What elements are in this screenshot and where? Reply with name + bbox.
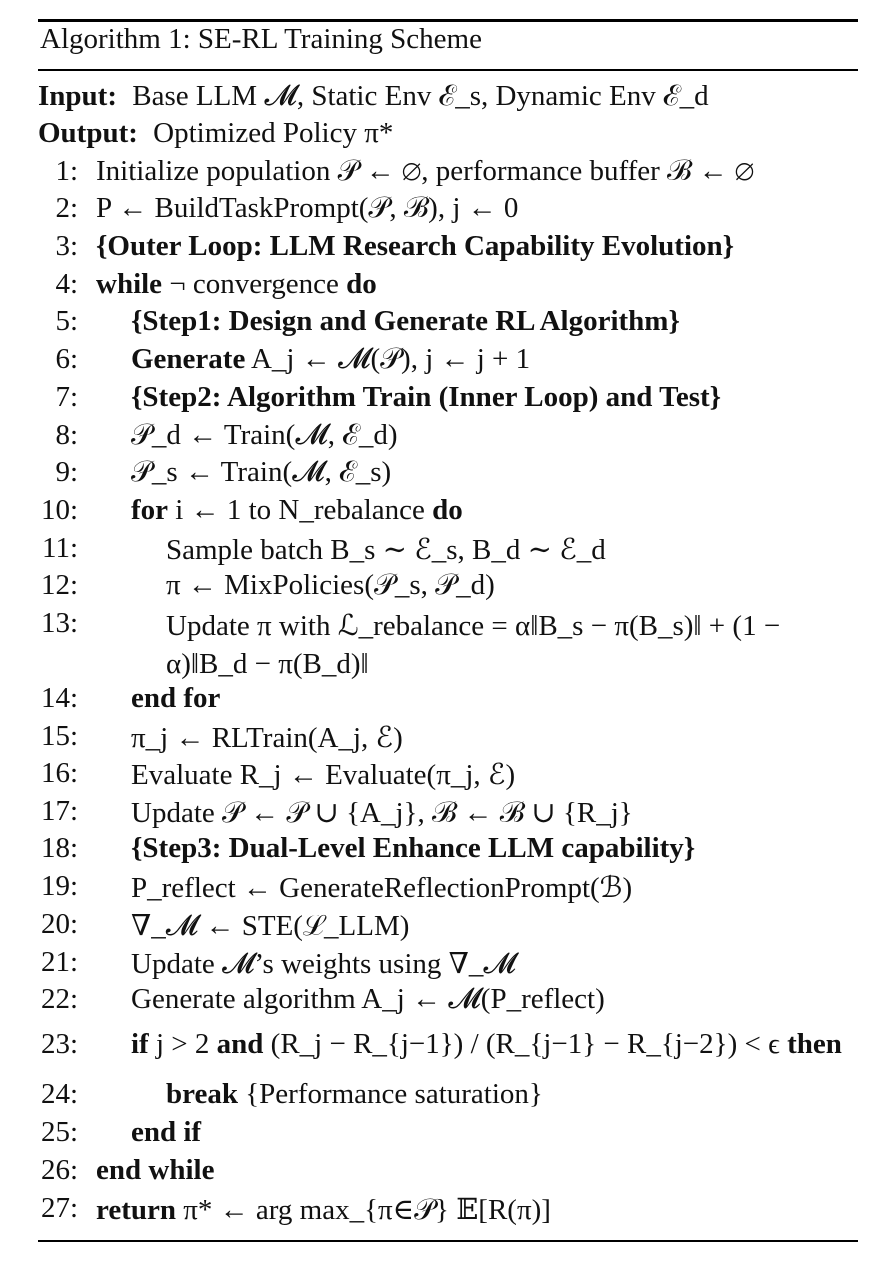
algorithm-title: Algorithm 1: SE-RL Training Scheme <box>40 23 482 55</box>
algo-line: 21: Update 𝓜’s weights using ∇_𝓜 <box>40 946 516 980</box>
top-rule <box>38 19 858 22</box>
algo-line: 8: 𝒫_d ← Train(𝓜, ℰ_d) <box>55 419 398 451</box>
algo-line: 15: π_j ← RLTrain(A_j, ℰ) <box>40 720 403 754</box>
algo-line: 3: {Outer Loop: LLM Research Capability Evolution} <box>55 230 735 262</box>
output-row <box>38 117 393 150</box>
line-text: P_reflect ← GenerateReflectionPrompt(ℬ) <box>131 872 633 904</box>
line-text: P ← BuildTaskPrompt(𝒫, ℬ), j ← 0 <box>96 192 519 224</box>
line-text: end for <box>131 682 221 714</box>
line-text: π_j ← RLTrain(A_j, ℰ) <box>131 722 403 754</box>
algo-line: 22: Generate algorithm A_j ← 𝓜(P_reflect) <box>40 983 605 1015</box>
algo-line: 19: P_reflect ← GenerateReflectionPrompt(ℬ) <box>40 870 633 904</box>
algo-line: 11: Sample batch B_s ∼ ℰ_s, B_d ∼ ℰ_d <box>42 532 606 566</box>
line-text: {Step3: Dual-Level Enhance LLM capability} <box>131 832 696 864</box>
line-text: for i ← 1 to N_rebalance do <box>131 494 463 526</box>
line-text: end while <box>96 1154 215 1186</box>
algo-line: 10: for i ← 1 to N_rebalance do <box>40 494 463 526</box>
algo-line: 1: Initialize population 𝒫 ← ∅, performance buffer ℬ ← ∅ <box>55 155 755 187</box>
algo-line: 20: ∇_𝓜 ← STE(ℒ_LLM) <box>40 908 410 942</box>
algo-line: 14: end for <box>40 682 221 714</box>
algo-line: 23: if j > 2 and (R_j − R_{j−1}) / (R_{j−1} − R_{j−2}) < ϵ then <box>40 1028 842 1060</box>
line-text: {Step1: Design and Generate RL Algorithm} <box>131 305 680 337</box>
algo-line: 13: Update π with ℒ_rebalance = α‖B_s − π(B_s)‖ + (1 − α)‖B_d − π(B_d)‖ <box>0 607 894 682</box>
output-text: Optimized Policy π* <box>153 117 394 149</box>
algo-line: 16: Evaluate R_j ← Evaluate(π_j, ℰ) <box>40 757 516 791</box>
line-text: 𝒫_d ← Train(𝓜, ℰ_d) <box>131 419 398 451</box>
line-text: end if <box>131 1116 202 1148</box>
line-text: Update 𝒫 ← 𝒫 ∪ {A_j}, ℬ ← ℬ ∪ {R_j} <box>131 797 633 829</box>
line-text: Evaluate R_j ← Evaluate(π_j, ℰ) <box>131 759 516 791</box>
algo-line: 17: Update 𝒫 ← 𝒫 ∪ {A_j}, ℬ ← ℬ ∪ {R_j} <box>40 795 633 829</box>
algo-line: 27: return π* ← arg max_{π∈𝒫} 𝔼[R(π)] <box>40 1192 551 1226</box>
bottom-rule <box>38 1240 858 1242</box>
line-text: Generate algorithm A_j ← 𝓜(P_reflect) <box>131 983 605 1015</box>
line-text: Sample batch B_s ∼ ℰ_s, B_d ∼ ℰ_d <box>166 534 606 566</box>
title-rule <box>38 69 858 71</box>
line-text: Initialize population 𝒫 ← ∅, performance buffer ℬ ← ∅ <box>96 155 755 187</box>
input-text: Base LLM 𝓜, Static Env ℰ_s, Dynamic Env ℰ_d <box>132 80 709 112</box>
algo-line: 24: break {Performance saturation} <box>40 1078 543 1110</box>
line-text: Update 𝓜’s weights using ∇_𝓜 <box>131 948 516 980</box>
algo-line: 26: end while <box>40 1154 215 1186</box>
line-text: Generate A_j ← 𝓜(𝒫), j ← j + 1 <box>131 343 531 375</box>
line-text: break {Performance saturation} <box>166 1078 543 1110</box>
algo-line: 9: 𝒫_s ← Train(𝓜, ℰ_s) <box>55 456 392 488</box>
line-text: ∇_𝓜 ← STE(ℒ_LLM) <box>131 910 410 942</box>
line-text: {Step2: Algorithm Train (Inner Loop) and Test} <box>131 381 722 413</box>
algo-line: 25: end if <box>40 1116 202 1148</box>
algo-line: 12: π ← MixPolicies(𝒫_s, 𝒫_d) <box>40 569 495 601</box>
line-text: π ← MixPolicies(𝒫_s, 𝒫_d) <box>166 569 495 601</box>
output-label: Output: <box>38 117 138 149</box>
input-row <box>38 80 709 113</box>
line-text: 𝒫_s ← Train(𝓜, ℰ_s) <box>131 456 392 488</box>
algo-line: 6: Generate A_j ← 𝓜(𝒫), j ← j + 1 <box>55 343 531 375</box>
input-label: Input: <box>38 80 117 112</box>
algo-line: 4: while ¬ convergence do <box>55 268 377 300</box>
algo-line: 2: P ← BuildTaskPrompt(𝒫, ℬ), j ← 0 <box>55 192 519 224</box>
algo-line: 18: {Step3: Dual-Level Enhance LLM capability} <box>40 832 696 864</box>
algo-line: 7: {Step2: Algorithm Train (Inner Loop) and Test} <box>55 381 722 413</box>
line-text: return π* ← arg max_{π∈𝒫} 𝔼[R(π)] <box>96 1194 551 1226</box>
line-text: if j > 2 and (R_j − R_{j−1}) / (R_{j−1} − R_{j−2}) < ϵ then <box>131 1028 842 1060</box>
line-text: Update π with ℒ_rebalance = α‖B_s − π(B_s)‖ + (1 − α)‖B_d − π(B_d)‖ <box>166 610 781 680</box>
line-text: {Outer Loop: LLM Research Capability Evolution} <box>96 230 735 262</box>
algo-line: 5: {Step1: Design and Generate RL Algorithm} <box>55 305 680 337</box>
line-text: while ¬ convergence do <box>96 268 377 300</box>
